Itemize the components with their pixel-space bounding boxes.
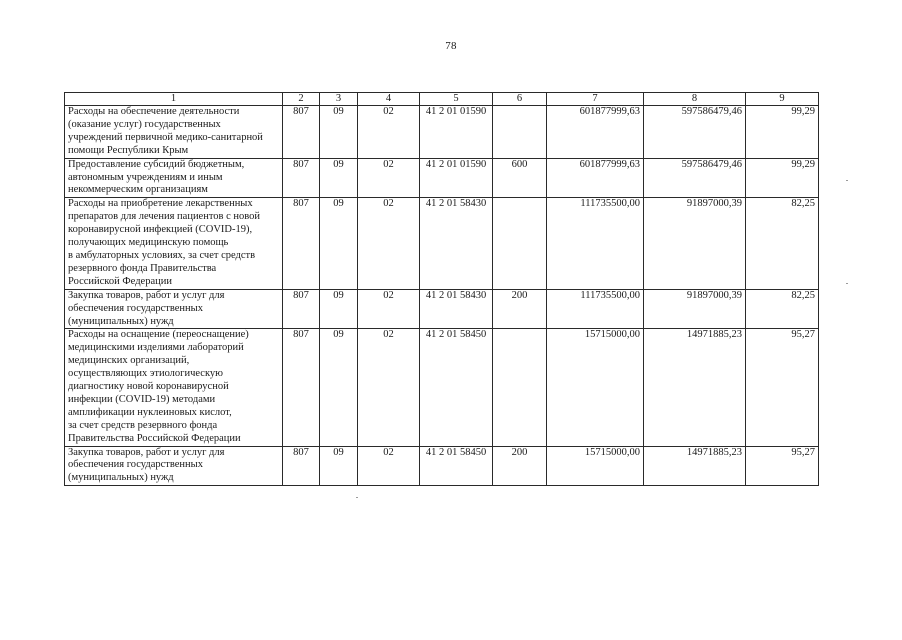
target-article-code: 41 2 01 01590 xyxy=(420,158,493,198)
table-row xyxy=(65,106,819,159)
execution-percent: 95,27 xyxy=(746,329,819,446)
target-article-code: 41 2 01 58450 xyxy=(420,329,493,446)
column-header: 6 xyxy=(493,93,547,106)
section-code: 09 xyxy=(320,289,358,329)
section-code: 09 xyxy=(320,446,358,486)
execution-percent: 82,25 xyxy=(746,289,819,329)
budget-execution-table xyxy=(64,92,819,486)
scan-speck xyxy=(846,180,848,181)
planned-amount: 601877999,63 xyxy=(547,106,644,159)
expense-name: Закупка товаров, работ и услуг для обеспечения государственных (муниципальных) нужд xyxy=(65,289,283,329)
planned-amount: 111735500,00 xyxy=(547,289,644,329)
execution-percent: 82,25 xyxy=(746,198,819,289)
subsection-code: 02 xyxy=(358,289,420,329)
ministry-code: 807 xyxy=(283,198,320,289)
section-code: 09 xyxy=(320,329,358,446)
expense-name: Расходы на обеспечение деятельности (оказание услуг) государственных учреждений первичной медико-санитарной помощи Республики Крым xyxy=(65,106,283,159)
column-header: 7 xyxy=(547,93,644,106)
execution-percent: 99,29 xyxy=(746,158,819,198)
column-header: 3 xyxy=(320,93,358,106)
scan-speck xyxy=(846,283,848,284)
target-article-code: 41 2 01 01590 xyxy=(420,106,493,159)
expense-type-code xyxy=(493,329,547,446)
column-header: 2 xyxy=(283,93,320,106)
expense-name: Закупка товаров, работ и услуг для обеспечения государственных (муниципальных) нужд xyxy=(65,446,283,486)
subsection-code: 02 xyxy=(358,198,420,289)
target-article-code: 41 2 01 58430 xyxy=(420,289,493,329)
header-row xyxy=(65,93,819,106)
expense-name: Предоставление субсидий бюджетным, автономным учреждениям и иным некоммерческим организациям xyxy=(65,158,283,198)
subsection-code: 02 xyxy=(358,446,420,486)
executed-amount: 597586479,46 xyxy=(644,158,746,198)
section-code: 09 xyxy=(320,158,358,198)
column-header: 8 xyxy=(644,93,746,106)
column-header: 4 xyxy=(358,93,420,106)
executed-amount: 91897000,39 xyxy=(644,198,746,289)
planned-amount: 111735500,00 xyxy=(547,198,644,289)
expense-type-code: 600 xyxy=(493,158,547,198)
column-header: 9 xyxy=(746,93,819,106)
section-code: 09 xyxy=(320,106,358,159)
target-article-code: 41 2 01 58430 xyxy=(420,198,493,289)
planned-amount: 15715000,00 xyxy=(547,329,644,446)
ministry-code: 807 xyxy=(283,106,320,159)
column-header: 1 xyxy=(65,93,283,106)
page-number: 78 xyxy=(445,40,457,52)
expense-type-code: 200 xyxy=(493,446,547,486)
executed-amount: 91897000,39 xyxy=(644,289,746,329)
planned-amount: 15715000,00 xyxy=(547,446,644,486)
table-row xyxy=(65,329,819,446)
table-row xyxy=(65,158,819,198)
table-row xyxy=(65,289,819,329)
ministry-code: 807 xyxy=(283,158,320,198)
ministry-code: 807 xyxy=(283,329,320,446)
subsection-code: 02 xyxy=(358,329,420,446)
target-article-code: 41 2 01 58450 xyxy=(420,446,493,486)
column-header: 5 xyxy=(420,93,493,106)
table-row xyxy=(65,446,819,486)
expense-type-code xyxy=(493,106,547,159)
expense-type-code: 200 xyxy=(493,289,547,329)
expense-name: Расходы на оснащение (переоснащение) медицинскими изделиями лабораторий медицинских организаций, осуществляющих этиологическую диагностику новой коронавирусной инфекции (COVID-19) методами амплификации нуклеиновых кислот, за счет средств резервного фонда Правительства Российской Федерации xyxy=(65,329,283,446)
table-row xyxy=(65,198,819,289)
scan-speck xyxy=(356,497,358,498)
executed-amount: 14971885,23 xyxy=(644,446,746,486)
subsection-code: 02 xyxy=(358,106,420,159)
planned-amount: 601877999,63 xyxy=(547,158,644,198)
section-code: 09 xyxy=(320,198,358,289)
executed-amount: 14971885,23 xyxy=(644,329,746,446)
expense-type-code xyxy=(493,198,547,289)
execution-percent: 95,27 xyxy=(746,446,819,486)
ministry-code: 807 xyxy=(283,289,320,329)
subsection-code: 02 xyxy=(358,158,420,198)
ministry-code: 807 xyxy=(283,446,320,486)
execution-percent: 99,29 xyxy=(746,106,819,159)
expense-name: Расходы на приобретение лекарственных препаратов для лечения пациентов с новой коронавирусной инфекцией (COVID-19), получающих медицинскую помощь в амбулаторных условиях, за счет средств резервного фонда Правительства Российской Федерации xyxy=(65,198,283,289)
executed-amount: 597586479,46 xyxy=(644,106,746,159)
